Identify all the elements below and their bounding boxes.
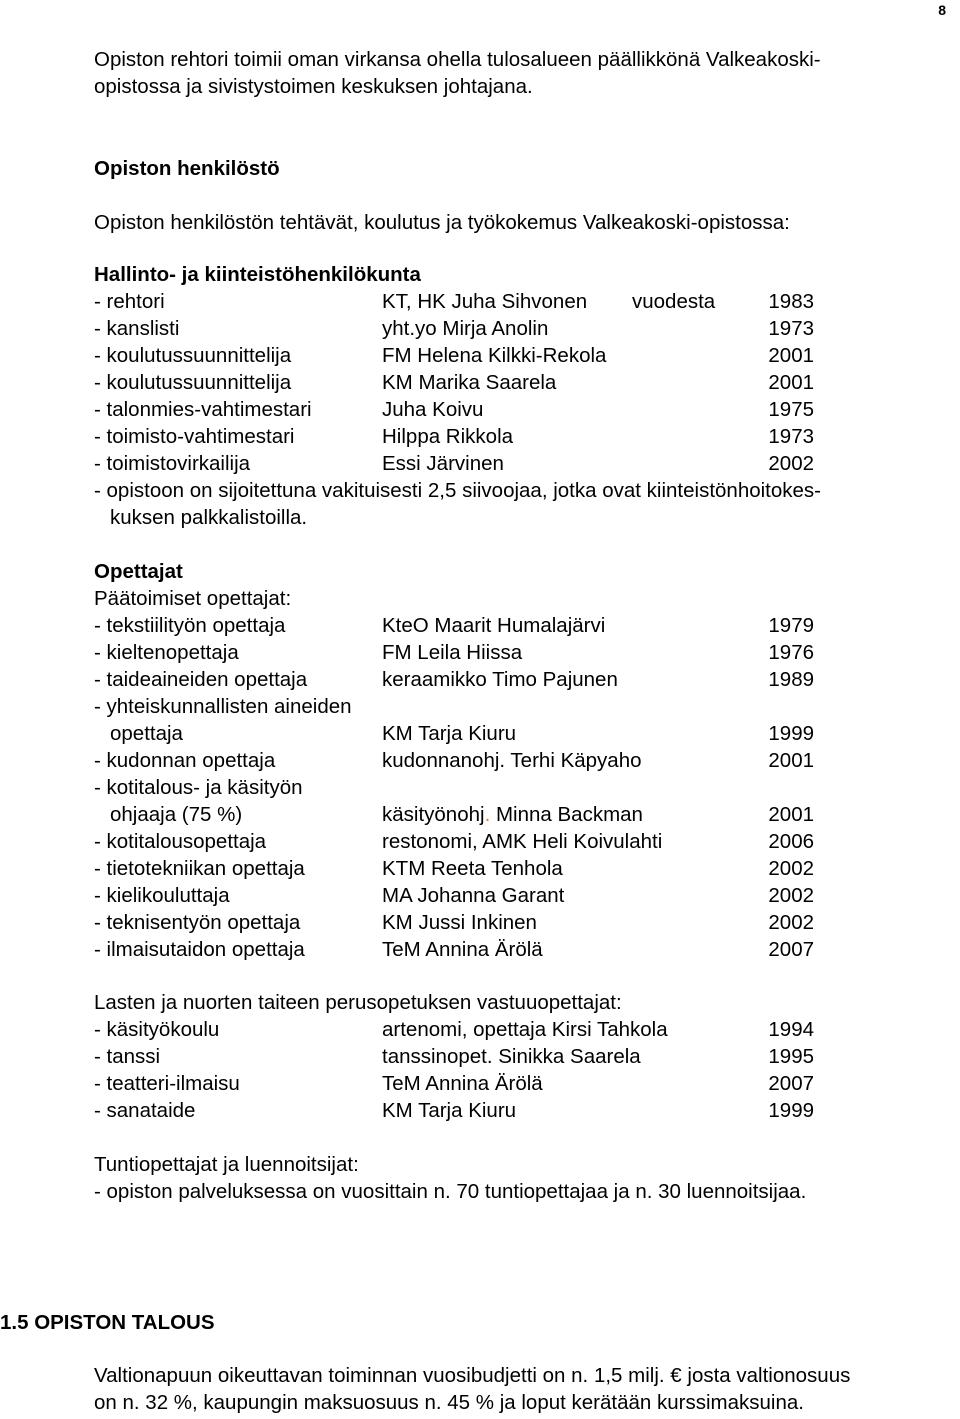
year: 1979 [768,614,814,637]
year: 2006 [768,830,814,853]
person: kudonnanohj. Terhi Käpyaho [382,749,642,772]
table-row [94,721,834,747]
year: 1989 [768,668,814,691]
admin-note-line-2: kuksen palkkalistoilla. [110,506,308,529]
intro-line-1: Opiston rehtori toimii oman virkansa ohella tulosalueen päällikkönä Valkeakoski- [94,48,821,71]
person: Hilppa Rikkola [382,425,514,448]
table-row [94,883,834,909]
role: - yhteiskunnallisten aineiden [94,695,352,718]
year: 2002 [768,452,814,475]
admin-heading: Hallinto- ja kiinteistöhenkilökunta [94,263,421,286]
role: - tekstiilityön opettaja [94,614,286,637]
person: Juha Koivu [382,398,484,421]
year: 1999 [768,1099,814,1122]
person: KM Jussi Inkinen [382,911,537,934]
person: TeM Annina Ärölä [382,938,543,961]
person: artenomi, opettaja Kirsi Tahkola [382,1018,668,1041]
admin-note-line-1: - opistoon on sijoitettuna vakituisesti 2,5 siivoojaa, jotka ovat kiinteistönhoitokes- [94,479,822,502]
person-name: Minna Backman [490,803,643,826]
role: - koulutussuunnittelija [94,344,292,367]
euro-symbol: € [670,1364,682,1387]
year: 2001 [768,344,814,367]
finance-line-2: on n. 32 %, kaupungin maksuosuus n. 45 % ja loput kerätään kurssimaksuina. [94,1391,804,1414]
table-row [94,613,834,639]
year: 2007 [768,1072,814,1095]
role: - kanslisti [94,317,180,340]
year: 1994 [768,1018,814,1041]
role: - kielikouluttaja [94,884,230,907]
person [382,802,643,828]
table-row [94,856,834,882]
role: - rehtori [94,290,165,313]
role: - toimistovirkailija [94,452,251,475]
table-row [94,370,834,396]
role: - kieltenopettaja [94,641,239,664]
role: - teatteri-ilmaisu [94,1072,240,1095]
year: 2002 [768,884,814,907]
role: - teknisentyön opettaja [94,911,301,934]
role: - kotitalous- ja käsityön [94,776,303,799]
table-row [94,1098,834,1124]
year: 1976 [768,641,814,664]
person: KM Tarja Kiuru [382,722,517,745]
person: KM Marika Saarela [382,371,557,394]
person: tanssinopet. Sinikka Saarela [382,1045,641,1068]
table-row [94,316,834,342]
person: restonomi, AMK Heli Koivulahti [382,830,663,853]
year: 2001 [768,371,814,394]
person: KT, HK Juha Sihvonen [382,290,588,313]
staff-description: Opiston henkilöstön tehtävät, koulutus ja työkokemus Valkeakoski-opistossa: [94,211,790,234]
year: 2001 [768,803,814,826]
person: FM Helena Kilkki-Rekola [382,344,607,367]
person: FM Leila Hiissa [382,641,523,664]
person: MA Johanna Garant [382,884,565,907]
year: 1973 [768,425,814,448]
role: - tanssi [94,1045,161,1068]
table-row [94,1071,834,1097]
year: 1995 [768,1045,814,1068]
finance-heading: 1.5 OPISTON TALOUS [0,1311,215,1334]
role: - taideaineiden opettaja [94,668,308,691]
youth-heading: Lasten ja nuorten taiteen perusopetuksen vastuuopettajat: [94,991,622,1014]
year: 2002 [768,911,814,934]
table-row [94,1017,834,1043]
person: yht.yo Mirja Anolin [382,317,549,340]
role: - käsityökoulu [94,1018,220,1041]
hourly-line: - opiston palveluksessa on vuosittain n. 70 tuntiopettajaa ja n. 30 luennoitsijaa. [94,1180,807,1203]
role: - kudonnan opettaja [94,749,276,772]
role: opettaja [110,722,183,745]
table-row [94,667,834,693]
table-row [94,1044,834,1070]
role: - kotitalousopettaja [94,830,267,853]
year: 1999 [768,722,814,745]
person: Essi Järvinen [382,452,504,475]
table-row [94,397,834,423]
year: 2001 [768,749,814,772]
table-row [94,694,834,720]
extra: vuodesta [632,290,716,313]
teachers-subheading: Päätoimiset opettajat: [94,587,292,610]
table-row [94,775,834,801]
table-row [94,451,834,477]
table-row [94,802,834,828]
hourly-heading: Tuntiopettajat ja luennoitsijat: [94,1153,359,1176]
finance-text-a: Valtionapuun oikeuttavan toiminnan vuosibudjetti on n. 1,5 milj. [94,1364,665,1387]
finance-line-1 [94,1363,850,1389]
teachers-heading: Opettajat [94,560,183,583]
person-dot: . [484,803,491,826]
table-row [94,910,834,936]
year: 1973 [768,317,814,340]
finance-text-b: josta valtionosuus [687,1364,851,1387]
person: KteO Maarit Humalajärvi [382,614,606,637]
person: KM Tarja Kiuru [382,1099,517,1122]
table-row [94,829,834,855]
person: TeM Annina Ärölä [382,1072,543,1095]
year: 1983 [768,290,814,313]
role: - ilmaisutaidon opettaja [94,938,305,961]
role: - sanataide [94,1099,196,1122]
role: - tietotekniikan opettaja [94,857,305,880]
year: 2007 [768,938,814,961]
person-title: käsityönohj [382,803,485,826]
table-row [94,289,834,315]
year: 1975 [768,398,814,421]
role: - talonmies-vahtimestari [94,398,312,421]
role: ohjaaja (75 %) [110,803,243,826]
role: - koulutussuunnittelija [94,371,292,394]
year: 2002 [768,857,814,880]
table-row [94,937,834,963]
table-row [94,343,834,369]
table-row [94,748,834,774]
role: - toimisto-vahtimestari [94,425,295,448]
intro-line-2: opistossa ja sivistystoimen keskuksen johtajana. [94,75,533,98]
table-row [94,424,834,450]
table-row [94,640,834,666]
page-number: 8 [938,2,946,18]
staff-heading: Opiston henkilöstö [94,157,280,180]
person: keraamikko Timo Pajunen [382,668,618,691]
person: KTM Reeta Tenhola [382,857,563,880]
